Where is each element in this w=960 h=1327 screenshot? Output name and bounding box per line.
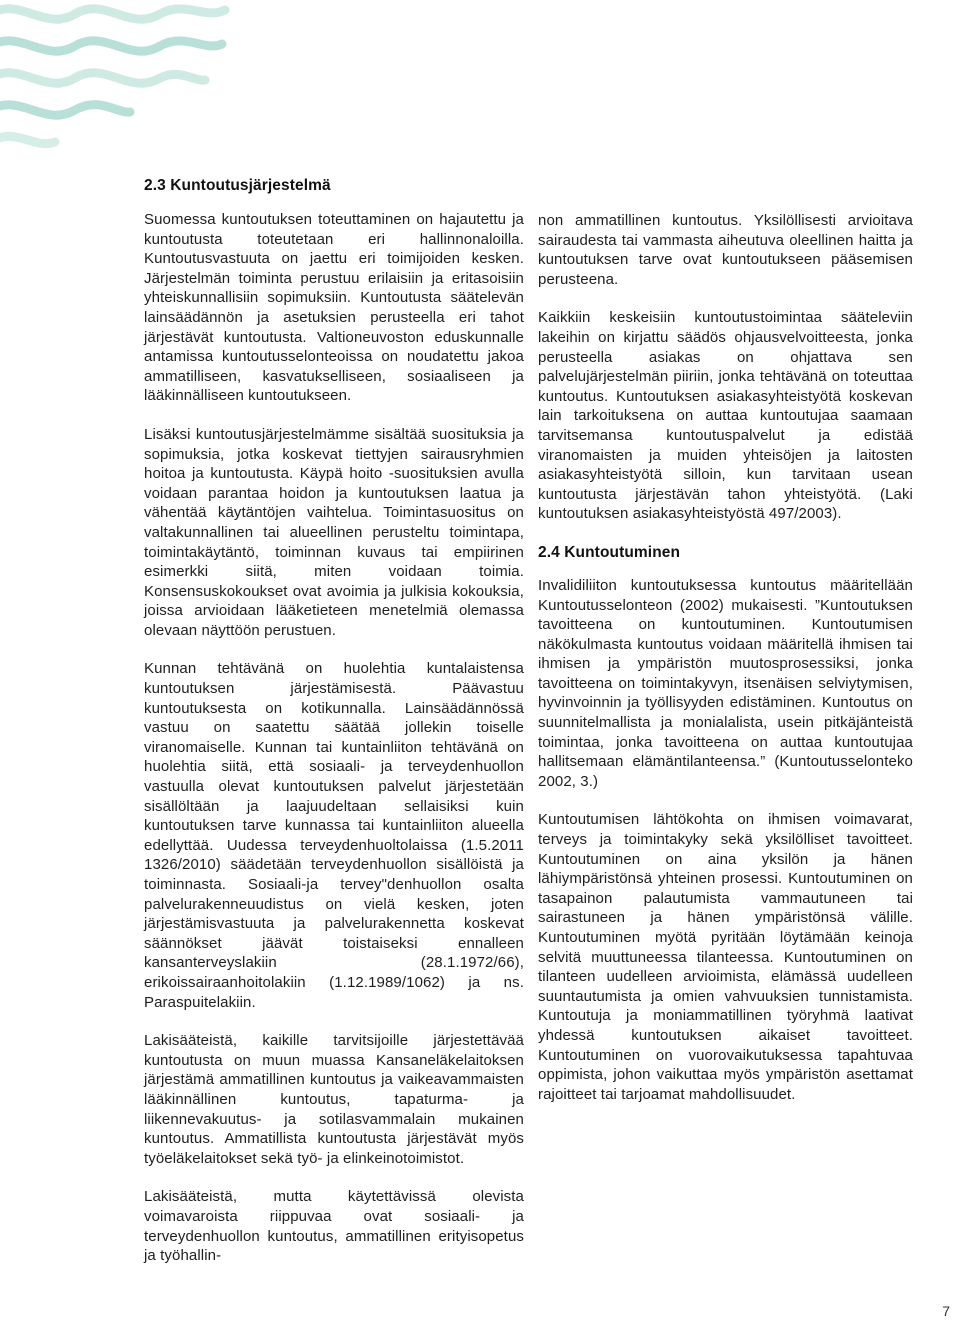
wave-line [0, 9, 225, 19]
paragraph: Suomessa kuntoutuksen toteuttaminen on hajautettu ja kuntoutusta toteutetaan eri hallinnonaloilla. Kuntoutusvastuuta on jaettu eri toimijoiden kesken. Järjestelmän toiminta perustuu erilaisiin ja eritasoisiin yhteiskunnallisiin sopimuksiin. Kuntoutusta säätelevän lainsäädännön ja asetuksien perusteella eri tahot järjestävät kuntoutusta. Valtioneuvoston eduskunnalle antamissa kuntoutusselonteoissa on noudatettu jakoa ammatilliseen, kasvatukselliseen, sosiaaliseen ja lääkinnälliseen kuntoutukseen. [144, 211, 524, 405]
paragraph: Lisäksi kuntoutusjärjestelmämme sisältää suosituksia ja sopimuksia, jotka koskevat tiettyjen sairausryhmien hoitoa ja kuntoutusta. Käypä hoito -suosituksien avulla voidaan parantaa hoidon ja kuntoutuksen laatua ja vähentää käytäntöjen vaihtelua. Toimintasuositus on valtakunnallinen tai alueellinen perusteltu toimintapa, toimintakäytäntö, toiminnan kuvaus tai empiirinen esimerkki siitä, miten voidaan toimia. Konsensuskokoukset ovat avoimia ja julkisia kokouksia, joissa arvioidaan lääketieteen menetelmiä olemassa olevaan näyttöön perustuen. [144, 425, 524, 639]
wave-line [0, 73, 205, 83]
paragraph: Invalidiliiton kuntoutuksessa kuntoutus määritellään Kuntoutusselonteon (2002) mukaisesti. ”Kuntoutuksen tavoitteena on kuntoutuminen. Kuntoutumisen näkökulmasta kuntoutus voidaan määritellä ihmisen tai ihmisen ja ympäristön muutosprosessiksi, jonka tavoitteena on toimintakyvyn, itsenäisen selviytymisen, hyvinvoinnin ja työllisyyden edistäminen. Kuntoutus on suunnitelmallista ja monialalista, usein pitkäjänteistä toimintaa, jonka tavoitteena on auttaa kuntoutujaa hallitsemaan elämäntilanteensa.” (Kuntoutusselonteko 2002, 3.) [538, 576, 913, 790]
paragraph: Kaikkiin keskeisiin kuntoutustoimintaa sääteleviin lakeihin on kirjattu säädös ohjausvelvoitteesta, jonka perusteella asiakas on ohjattava sen palvelujärjestelmän piiriin, jonka tehtävänä on toteuttaa kuntoutus. Kuntoutuksen asiakasyhteistyötä koskevan lain tarkoituksena on auttaa kuntoutujaa saamaan tarvitsemansa kuntoutuspalvelut ja edistää viranomaisten ja muiden yhteisöjen ja laitosten asiakasyhteistyötä silloin, kun tarvitaan usean kuntoutusta järjestävän tahon yhteistyötä. (Laki kuntoutuksen asiakasyhteistyöstä 497/2003). [538, 309, 913, 523]
wave-line [0, 41, 222, 51]
left-column [144, 176, 524, 1285]
paragraph: Kunnan tehtävänä on huolehtia kuntalaistensa kuntoutuksen järjestämisestä. Päävastuu kuntoutuksesta on kotikunnalla. Lainsäädännössä vastuu on saatettu säätää jollekin toiselle viranomaiselle. Kunnan tai kuntainliiton tehtävänä on huolehtia siitä, että sosiaali- ja terveydenhuollon vastuulla olevat kuntoutuksen palvelut järjestetään sisällöltään ja laajuudeltaan sellaisiksi kuin kuntoutuksen tarve kunnassa tai kuntainliiton alueella edellyttää. Uudessa terveydenhuoltolaissa (1.5.2011 1326/2010) säädetään terveydenhuollon sisällöistä ja toiminnasta. Sosiaali-ja tervey"denhuollon osalta palvelurakenneuudistus on vielä kesken, joten järjestämisvastuuta ja palvelurakennetta koskevat säännökset jäävät toistaiseksi ennalleen kansanterveyslakiin (28.1.1972/66), erikoissairaanhoitolakiin (1.12.1989/1062) ja ns. Paraspuitelakiin. [144, 660, 524, 1011]
paragraph: Lakisääteistä, mutta käytettävissä olevista voimavaroista riippuvaa ovat sosiaali- ja terveydenhuollon kuntoutus, ammatillinen erityisopetus ja työhallin- [144, 1188, 524, 1265]
paragraph: Lakisääteistä, kaikille tarvitsijoille järjestettävää kuntoutusta on muun muassa Kansaneläkelaitoksen järjestämä ammatillinen kuntoutus ja vaikeavammaisten lääkinnällinen kuntoutus, tapaturma- ja liikennevakuutus- ja sotilasvammalain mukainen kuntoutus. Ammatillista kuntoutusta järjestävät myös työeläkelaitokset sekä työ- ja elinkeinotoimistot. [144, 1032, 524, 1167]
paragraph: Kuntoutumisen lähtökohta on ihmisen voimavarat, terveys ja toimintakyky sekä yksilölliset tavoitteet. Kuntoutuminen on aina yksilön ja hänen lähiympäristönsä yhteinen prosessi. Kuntoutuminen on tasapainon palautumista vammautuneen tai sairastuneen ja hänen ympäristönsä välille. Kuntoutuminen myötä pyritään löytämään keinoja selvitä muuttuneessa tilanteessa. Kuntoutuminen on tilanteen uudelleen arvioimista, elämässä uudelleen suuntautumista ja omien vahvuuksien tunnistamista. Kuntoutuja ja moniammatillinen työryhmä laativat yhdessä kuntoutuksen aikaiset tavoitteet. Kuntoutuminen on vuorovaikutuksessa tapahtuvaa oppimista, johon vaikuttaa myös ympäristön asettamat rajoitteet tai tarjoamat mahdollisuudet. [538, 811, 913, 1103]
section-title-kuntoutusjarjestelma: 2.3 Kuntoutusjärjestelmä [144, 177, 331, 194]
paragraph: non ammatillinen kuntoutus. Yksilöllisesti arvioitava sairaudesta tai vammasta aiheutuva oleellinen haitta ja kuntoutuksen tarve ovat kuntoutukseen pääsemisen perusteena. [538, 212, 913, 288]
section-title-kuntoutuminen: 2.4 Kuntoutuminen [538, 543, 681, 561]
page-number: 7 [942, 1303, 950, 1319]
decorative-waves [0, 0, 240, 160]
wave-line [0, 105, 130, 116]
right-column [538, 211, 913, 1123]
wave-line [0, 136, 55, 143]
